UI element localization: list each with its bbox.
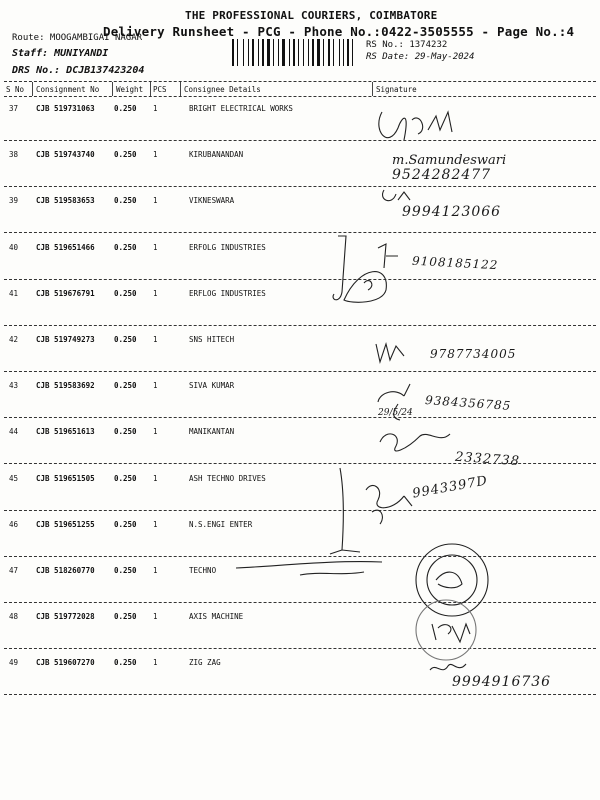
cell-consignee: ERFOLG INDUSTRIES [189, 243, 266, 252]
cell-consignee: ASH TECHNO DRIVES [189, 474, 266, 483]
handwritten-phone-49: 9994916736 [452, 674, 552, 690]
cell-sno: 45 [9, 474, 19, 483]
handwritten-phone-38: 9524282477 [392, 167, 492, 183]
handwritten-name-38: m.Samundeswari [392, 153, 507, 168]
cell-pcs: 1 [153, 289, 158, 298]
drs-number: DRS No.: DCJB137423204 [12, 65, 145, 76]
cell-consignment: CJB 519743740 [36, 150, 95, 159]
handwritten-date-43: 29/5/24 [378, 408, 413, 418]
cell-consignment: CJB 519583653 [36, 196, 95, 205]
cell-sno: 38 [9, 150, 19, 159]
cell-consignee: MANIKANTAN [189, 427, 235, 436]
cell-consignment: CJB 519772028 [36, 612, 95, 621]
cell-weight: 0.250 [114, 427, 137, 436]
runsheet-title: Delivery Runsheet - PCG - Phone No.:0422-3505555 - Page No.:4 [103, 24, 575, 39]
cell-consignment: CJB 519651466 [36, 243, 95, 252]
company-title: THE PROFESSIONAL COURIERS, COIMBATORE [185, 9, 438, 22]
cell-pcs: 1 [153, 612, 158, 621]
col-consignment: Consignment No [36, 85, 100, 94]
handwritten-phone-40: 9108185122 [411, 253, 499, 273]
cell-weight: 0.250 [114, 658, 137, 667]
cell-consignment: CJB 519651505 [36, 474, 95, 483]
cell-weight: 0.250 [114, 474, 137, 483]
cell-sno: 37 [9, 104, 19, 113]
handwritten-phone-45: 9943397D [411, 473, 490, 502]
rs-date: RS Date: 29-May-2024 [366, 52, 475, 62]
col-weight: Weight [116, 85, 144, 94]
cell-consignment: CJB 518260770 [36, 566, 95, 575]
cell-consignment: CJB 519583692 [36, 381, 95, 390]
cell-weight: 0.250 [114, 520, 137, 529]
cell-sno: 42 [9, 335, 19, 344]
route-label: Route: MOOGAMBIGAI NAGAR [12, 33, 143, 43]
cell-weight: 0.250 [114, 612, 137, 621]
cell-consignment: CJB 519607270 [36, 658, 95, 667]
cell-pcs: 1 [153, 566, 158, 575]
cell-sno: 49 [9, 658, 19, 667]
cell-weight: 0.250 [114, 566, 137, 575]
cell-pcs: 1 [153, 427, 158, 436]
cell-sno: 43 [9, 381, 19, 390]
cell-pcs: 1 [153, 520, 158, 529]
cell-consignee: AXIS MACHINE [189, 612, 244, 621]
cell-consignee: ERFLOG INDUSTRIES [189, 289, 266, 298]
cell-weight: 0.250 [114, 381, 137, 390]
handwritten-number-44: 2332738 [454, 449, 521, 470]
cell-consignee: BRIGHT ELECTRICAL WORKS [189, 104, 293, 113]
cell-sno: 48 [9, 612, 19, 621]
handwritten-phone-43: 9384356785 [424, 393, 512, 413]
cell-weight: 0.250 [114, 243, 137, 252]
col-pcs: PCS [153, 85, 167, 94]
col-signature: Signature [376, 85, 417, 94]
cell-consignment: CJB 519676791 [36, 289, 95, 298]
cell-sno: 40 [9, 243, 19, 252]
cell-pcs: 1 [153, 658, 158, 667]
cell-consignee: KIRUBANANDAN [189, 150, 244, 159]
cell-sno: 39 [9, 196, 19, 205]
cell-weight: 0.250 [114, 196, 137, 205]
cell-consignee: SNS HITECH [189, 335, 235, 344]
staff-label: Staff: MUNIYANDI [12, 48, 109, 59]
cell-sno: 41 [9, 289, 19, 298]
cell-pcs: 1 [153, 474, 158, 483]
cell-weight: 0.250 [114, 104, 137, 113]
cell-pcs: 1 [153, 335, 158, 344]
cell-sno: 47 [9, 566, 19, 575]
cell-pcs: 1 [153, 104, 158, 113]
cell-consignment: CJB 519651613 [36, 427, 95, 436]
rs-number: RS No.: 1374232 [366, 40, 448, 50]
handwritten-phone-39: 9994123066 [402, 204, 502, 220]
cell-consignee: TECHNO [189, 566, 217, 575]
cell-consignment: CJB 519731063 [36, 104, 95, 113]
cell-sno: 44 [9, 427, 19, 436]
cell-weight: 0.250 [114, 289, 137, 298]
cell-consignee: ZIG ZAG [189, 658, 221, 667]
cell-consignee: N.S.ENGI ENTER [189, 520, 253, 529]
cell-consignee: VIKNESWARA [189, 196, 235, 205]
col-consignee: Consignee Details [184, 85, 261, 94]
handwritten-phone-42: 9787734005 [430, 347, 517, 361]
cell-weight: 0.250 [114, 150, 137, 159]
cell-consignment: CJB 519651255 [36, 520, 95, 529]
cell-sno: 46 [9, 520, 19, 529]
cell-pcs: 1 [153, 196, 158, 205]
col-sno: S No [6, 85, 25, 94]
cell-consignee: SIVA KUMAR [189, 381, 235, 390]
cell-consignment: CJB 519749273 [36, 335, 95, 344]
cell-pcs: 1 [153, 381, 158, 390]
cell-pcs: 1 [153, 243, 158, 252]
cell-weight: 0.250 [114, 335, 137, 344]
cell-pcs: 1 [153, 150, 158, 159]
